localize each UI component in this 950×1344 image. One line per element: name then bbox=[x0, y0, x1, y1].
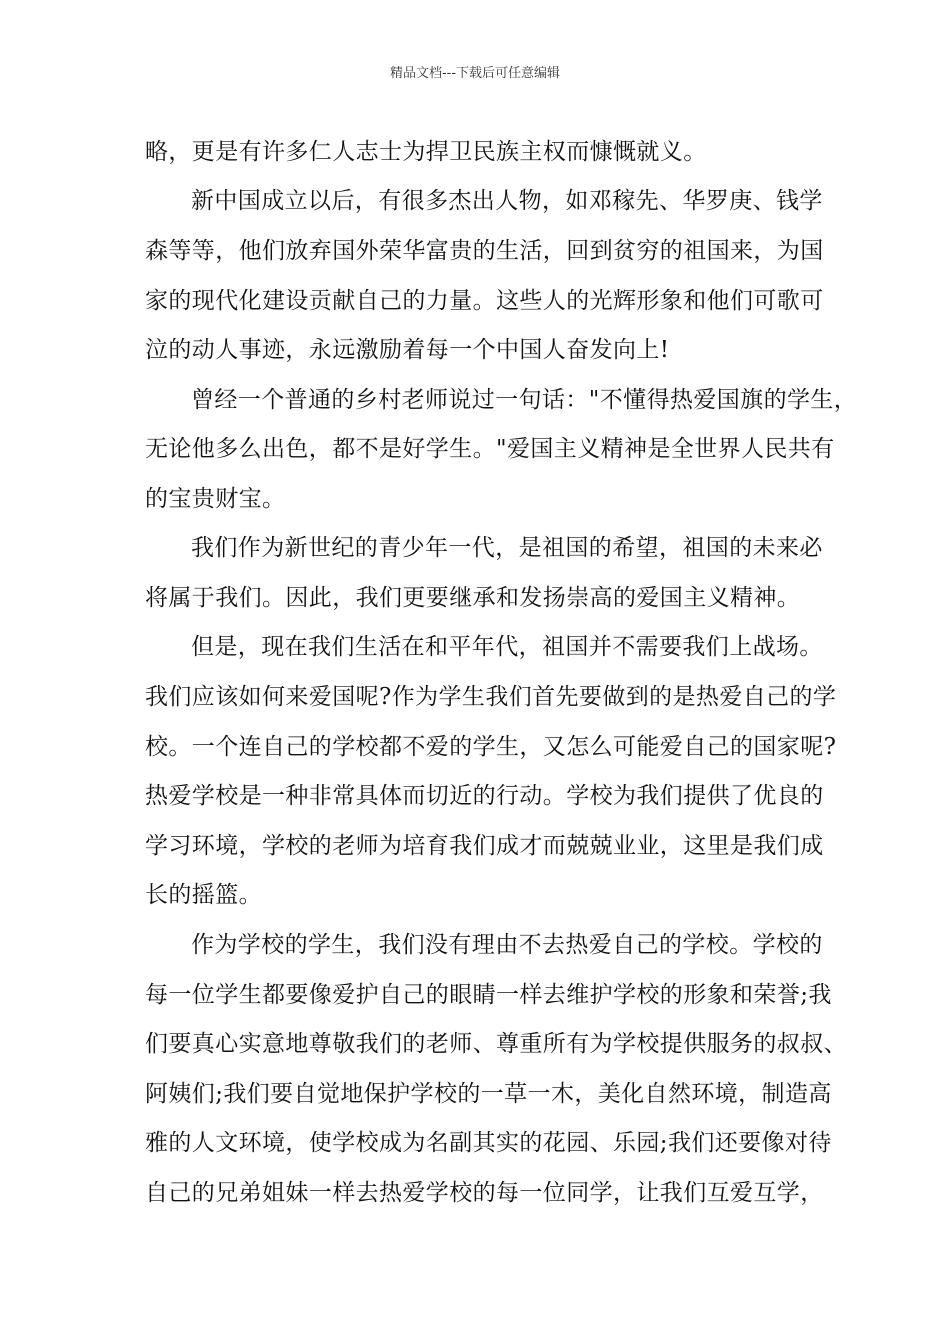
text-line: 雅的人文环境，使学校成为名副其实的花园、乐园;我们还要像对待 bbox=[145, 1130, 832, 1156]
text-line: 的宝贵财宝。 bbox=[145, 486, 286, 512]
text-line: 泣的动人事迹，永远激励着每一个中国人奋发向上! bbox=[145, 337, 670, 363]
text-line: 森等等，他们放弃国外荣华富贵的生活，回到贫穷的祖国来，为国 bbox=[145, 238, 824, 264]
text-line: 作为学校的学生，我们没有理由不去热爱自己的学校。学校的 bbox=[191, 932, 823, 958]
text-line: 将属于我们。因此，我们更要继承和发扬崇高的爱国主义精神。 bbox=[145, 585, 801, 611]
text-line: 家的现代化建设贡献自己的力量。这些人的光辉形象和他们可歌可 bbox=[145, 288, 824, 314]
text-line: 我们应该如何来爱国呢?作为学生我们首先要做到的是热爱自己的学 bbox=[145, 684, 837, 710]
text-line: 热爱学校是一种非常具体而切近的行动。学校为我们提供了优良的 bbox=[145, 783, 824, 809]
text-line: 学习环境，学校的老师为培育我们成才而兢兢业业，这里是我们成 bbox=[145, 833, 824, 859]
text-line: 新中国成立以后，有很多杰出人物，如邓稼先、华罗庚、钱学 bbox=[191, 188, 823, 214]
text-line: 每一位学生都要像爱护自己的眼睛一样去维护学校的形象和荣誉;我 bbox=[145, 982, 832, 1008]
text-line: 长的摇篮。 bbox=[145, 882, 262, 908]
text-line: 阿姨们;我们要自觉地保护学校的一草一木，美化自然环境，制造高 bbox=[145, 1081, 832, 1107]
text-line: 们要真心实意地尊敬我们的老师、尊重所有为学校提供服务的叔叔、 bbox=[145, 1031, 847, 1057]
page-header: 精品文档---下载后可任意编辑 bbox=[389, 66, 561, 81]
text-line: 略，更是有许多仁人志士为捍卫民族主权而慷慨就义。 bbox=[145, 139, 707, 165]
text-line: 但是，现在我们生活在和平年代，祖国并不需要我们上战场。 bbox=[191, 634, 823, 660]
text-line: 校。一个连自己的学校都不爱的学生，又怎么可能爱自己的国家呢? bbox=[145, 734, 837, 760]
text-line: 无论他多么出色，都不是好学生。"爱国主义精神是全世界人民共有 bbox=[145, 436, 835, 462]
text-line: 自己的兄弟姐妹一样去热爱学校的每一位同学，让我们互爱互学， bbox=[145, 1180, 824, 1206]
text-line: 曾经一个普通的乡村老师说过一句话："不懂得热爱国旗的学生， bbox=[191, 387, 858, 413]
text-line: 我们作为新世纪的青少年一代，是祖国的希望，祖国的未来必 bbox=[191, 535, 823, 561]
